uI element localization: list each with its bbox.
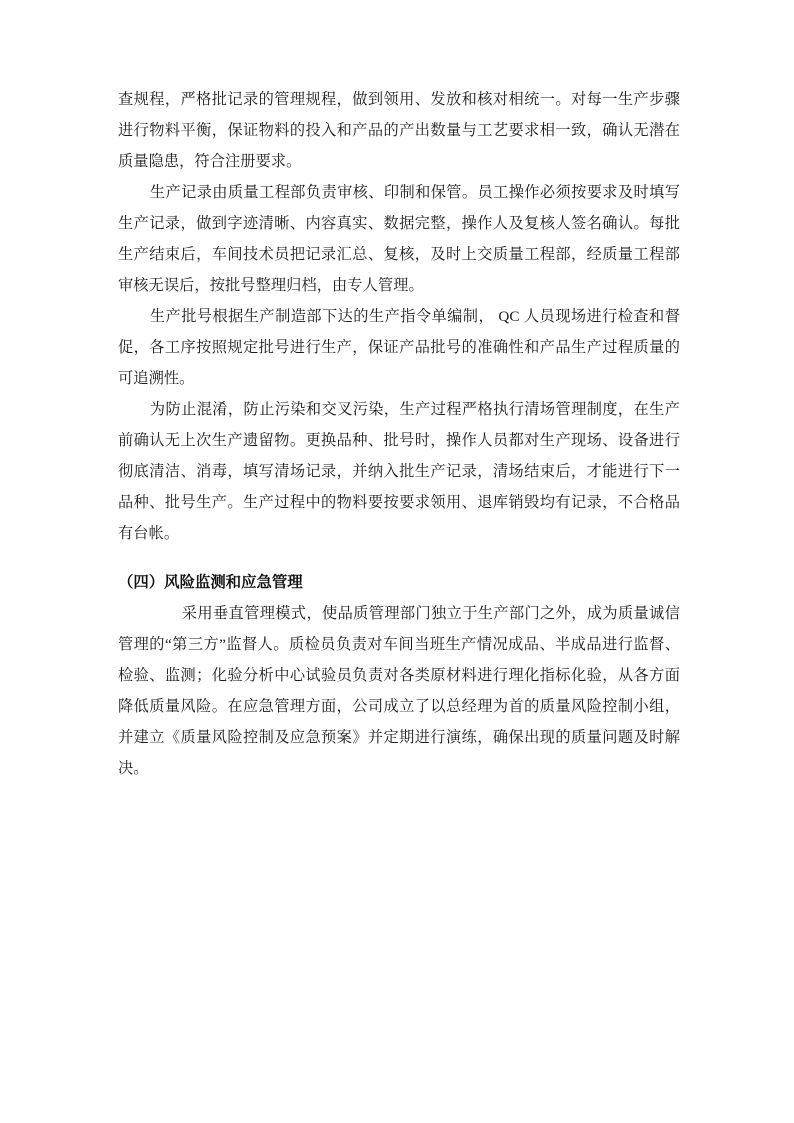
paragraph-2: 生产记录由质量工程部负责审核、印制和保管。员工操作必须按要求及时填写生产记录，做到字迹清晰、内容真实、数据完整，操作人及复核人签名确认。每批生产结束后，车间技术员把记录汇总、复核，及时上交质量工程部，经质量工程部审核无误后，按批号整理归档，由专人管理。 [118,184,680,294]
paragraph-1: 查规程，严格批记录的管理规程，做到领用、发放和核对相统一。对每一生产步骤进行物料平衡，保证物料的投入和产品的产出数量与工艺要求相一致，确认无潜在质量隐患，符合注册要求。 [118,91,680,170]
paragraph-3: 生产批号根据生产制造部下达的生产指令单编制， QC 人员现场进行检查和督促，各工序按照规定批号进行生产，保证产品批号的准确性和产品生产过程质量的可追溯性。 [118,308,680,387]
paragraph-4: 为防止混淆，防止污染和交叉污染，生产过程严格执行清场管理制度，在生产前确认无上次生产遗留物。更换品种、批号时，操作人员都对生产现场、设备进行彻底清洁、消毒，填写清场记录，并纳入批生产记录，清场结束后，才能进行下一品种、批号生产。生产过程中的物料要按要求领用、退库销毁均有记录，不合格品有台帐。 [118,401,680,542]
section-paragraph: 采用垂直管理模式，使品质管理部门独立于生产部门之外，成为质量诚信管理的“第三方”监督人。质检员负责对车间当班生产情况成品、半成品进行监督、检验、监测；化验分析中心试验员负责对各类原材料进行理化指标化验，从各方面降低质量风险。在应急管理方面，公司成立了以总经理为首的质量风险控制小组，并建立《质量风险控制及应急预案》并定期进行演练，确保出现的质量问题及时解决。 [118,605,680,777]
section-heading: （四）风险监测和应急管理 [118,574,303,591]
page-content [118,84,680,784]
